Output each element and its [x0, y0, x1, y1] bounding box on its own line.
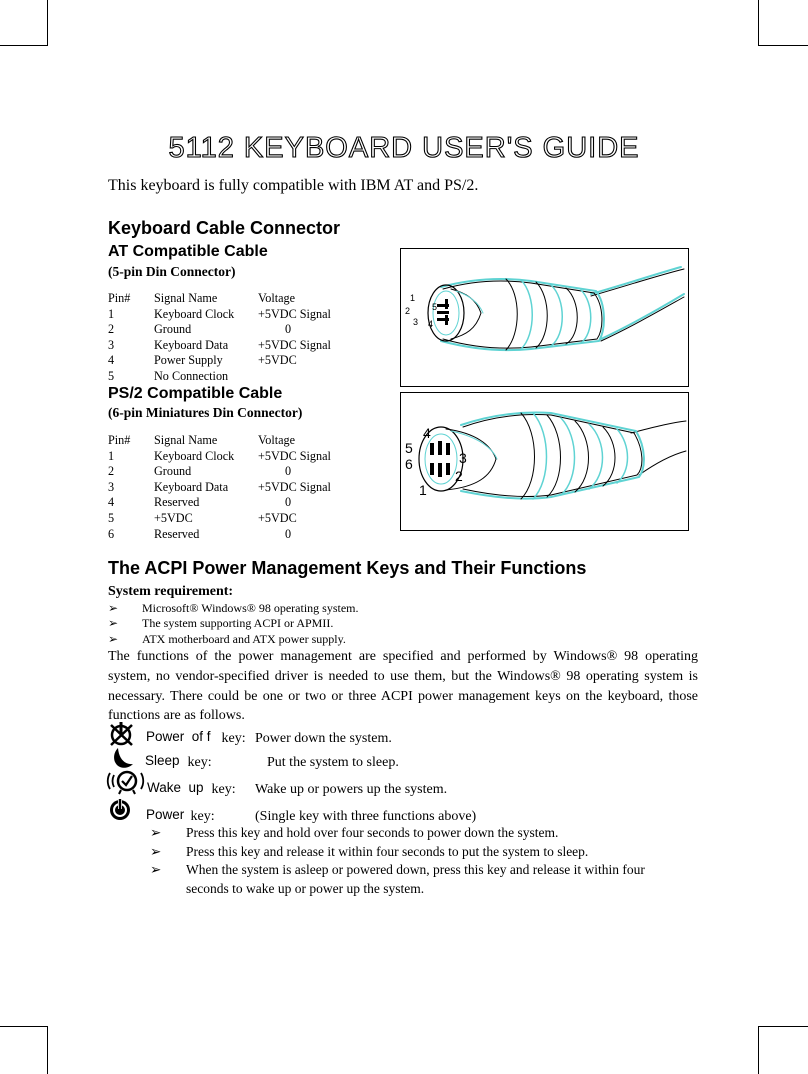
table-row	[108, 369, 378, 385]
pin-number: 4	[108, 353, 115, 368]
column-header: Voltage	[258, 291, 296, 305]
page-title: 5112 KEYBOARD USER'S GUIDE	[168, 132, 640, 164]
key-name: Sleep	[145, 753, 180, 768]
list-item	[108, 601, 359, 616]
arrow-bullet-icon: ➢	[150, 843, 162, 859]
list-item-text: Microsoft® Windows® 98 operating system.	[142, 601, 359, 615]
crop-mark-top-left	[0, 45, 48, 46]
pin-label: 3	[459, 450, 467, 466]
pin-label: 2	[405, 306, 411, 316]
voltage: +5VDC	[258, 353, 297, 368]
voltage: 0	[285, 526, 292, 541]
crop-mark-bottom-left	[47, 1026, 48, 1074]
table-row	[108, 338, 378, 354]
key-suffix: key:	[187, 809, 215, 824]
pin-label: 5	[405, 440, 413, 456]
signal-name: Keyboard Clock	[154, 448, 235, 463]
key-description: (Single key with three functions above)	[255, 809, 477, 824]
sleep-moon-icon	[110, 746, 134, 770]
arrow-bullet-icon: ➢	[108, 631, 119, 646]
signal-name: Ground	[154, 464, 192, 479]
key-suffix: key:	[218, 731, 246, 746]
wake-clock-icon	[106, 768, 146, 796]
list-item-text: The system supporting ACPI or APMII.	[142, 616, 334, 631]
at-cable-heading: AT Compatible Cable	[108, 243, 268, 260]
list-item	[150, 843, 710, 862]
list-item	[108, 632, 359, 647]
voltage: 0	[285, 495, 292, 510]
pin-number: 3	[108, 479, 115, 494]
key-suffix: key:	[184, 755, 212, 770]
list-item	[108, 616, 359, 631]
intro-text: This keyboard is fully compatible with IBM AT and PS/2.	[108, 177, 479, 194]
cable-connector-heading: Keyboard Cable Connector	[108, 218, 341, 238]
voltage	[258, 369, 378, 385]
list-item-text: When the system is asleep or powered down, press this key and release it within four seconds to wake up or power up the system.	[186, 862, 645, 896]
ps2-connector-type: (6-pin Miniatures Din Connector)	[108, 405, 303, 420]
ps2-cable-heading: PS/2 Compatible Cable	[108, 385, 283, 402]
table-row	[108, 322, 378, 338]
table-row	[108, 480, 378, 496]
table-row	[108, 527, 378, 543]
ps2-connector-figure	[400, 392, 689, 531]
key-description: Wake up or powers up the system.	[255, 782, 448, 797]
voltage: +5VDC Signal	[258, 337, 331, 352]
pin-label: 6	[405, 456, 413, 472]
pin-label: 1	[410, 293, 416, 303]
signal-name: No Connection	[154, 368, 229, 383]
signal-name: Keyboard Data	[154, 337, 229, 352]
column-header: Pin#	[108, 433, 131, 447]
signal-name: Keyboard Data	[154, 479, 229, 494]
pin-label: 3	[413, 317, 419, 327]
column-header: Voltage	[258, 433, 296, 447]
requirements-list	[108, 601, 359, 647]
voltage: +5VDC Signal	[258, 448, 331, 463]
power-key-functions-list	[150, 824, 710, 898]
crop-mark-bottom-right	[758, 1026, 759, 1074]
list-item-text: Press this key and release it within four seconds to put the system to sleep.	[186, 843, 589, 859]
voltage: +5VDC Signal	[258, 306, 331, 321]
pin-number: 6	[108, 526, 115, 541]
pin-number: 2	[108, 464, 115, 479]
ps2-pin-table	[108, 433, 378, 542]
signal-name: +5VDC	[154, 510, 193, 525]
crop-mark-top-right	[758, 45, 808, 46]
key-name: Wake up	[147, 780, 204, 795]
arrow-bullet-icon: ➢	[150, 825, 162, 840]
signal-name: Keyboard Clock	[154, 306, 235, 321]
pin-number: 1	[108, 306, 115, 321]
pin-label: 5	[432, 302, 438, 312]
table-row	[108, 449, 378, 465]
column-header: Signal Name	[154, 291, 218, 305]
list-item	[150, 861, 676, 898]
voltage: +5VDC Signal	[258, 479, 331, 494]
signal-name: Ground	[154, 322, 192, 337]
acpi-heading: The ACPI Power Management Keys and Their Functions	[108, 558, 587, 578]
at-connector-type: (5-pin Din Connector)	[108, 264, 236, 279]
pin-number: 1	[108, 448, 115, 463]
table-row	[108, 307, 378, 323]
key-name: Power	[146, 807, 185, 822]
arrow-bullet-icon: ➢	[150, 862, 162, 877]
column-header: Signal Name	[154, 433, 218, 447]
pin-number: 3	[108, 337, 115, 352]
pin-label: 1	[419, 482, 427, 498]
table-row	[108, 353, 378, 369]
at-connector-figure	[400, 248, 689, 387]
voltage: +5VDC	[258, 510, 297, 525]
system-requirement-label: System requirement:	[108, 584, 234, 599]
voltage: 0	[285, 464, 292, 479]
signal-name: Reserved	[154, 526, 200, 541]
key-description: Put the system to sleep.	[267, 755, 399, 770]
pin-number: 2	[108, 322, 115, 337]
at-pin-table	[108, 291, 378, 385]
crop-mark-bottom-right	[758, 1026, 808, 1027]
power-icon	[108, 796, 132, 822]
arrow-bullet-icon: ➢	[108, 616, 119, 631]
pin-label: 4	[428, 319, 434, 329]
table-header-row	[108, 291, 378, 307]
list-item-text: Press this key and hold over four seconds to power down the system.	[186, 825, 559, 840]
pin-label: 4	[423, 425, 431, 441]
table-row	[108, 464, 378, 480]
arrow-bullet-icon: ➢	[108, 601, 119, 615]
table-row	[108, 495, 378, 511]
list-item	[150, 824, 710, 843]
table-header-row	[108, 433, 378, 449]
list-item-text: ATX motherboard and ATX power supply.	[142, 631, 346, 646]
power-off-icon	[108, 720, 136, 748]
voltage: 0	[285, 322, 292, 337]
at-din-plug-illustration	[401, 249, 688, 386]
key-description: Power down the system.	[255, 731, 392, 746]
pin-number: 4	[108, 495, 115, 510]
column-header: Pin#	[108, 291, 131, 305]
pin-label: 2	[455, 468, 463, 484]
pin-number: 5	[108, 510, 115, 525]
acpi-description: The functions of the power management are specified and performed by Windows® 98 operating system, no vendor-specified driver is needed to use them, but the Windows® 98 operating system is necessary. There could be one or two or three ACPI power management keys on the keyboard, those functions are as follows.	[108, 649, 698, 724]
signal-name: Reserved	[154, 495, 200, 510]
key-suffix: key:	[208, 782, 236, 797]
crop-mark-top-right	[758, 0, 759, 46]
crop-mark-top-left	[47, 0, 48, 46]
ps2-mini-din-plug-illustration	[401, 393, 688, 530]
signal-name: Power Supply	[154, 353, 223, 368]
table-row	[108, 511, 378, 527]
pin-number: 5	[108, 368, 115, 383]
key-name: Power of f	[146, 729, 211, 744]
crop-mark-bottom-left	[0, 1026, 48, 1027]
